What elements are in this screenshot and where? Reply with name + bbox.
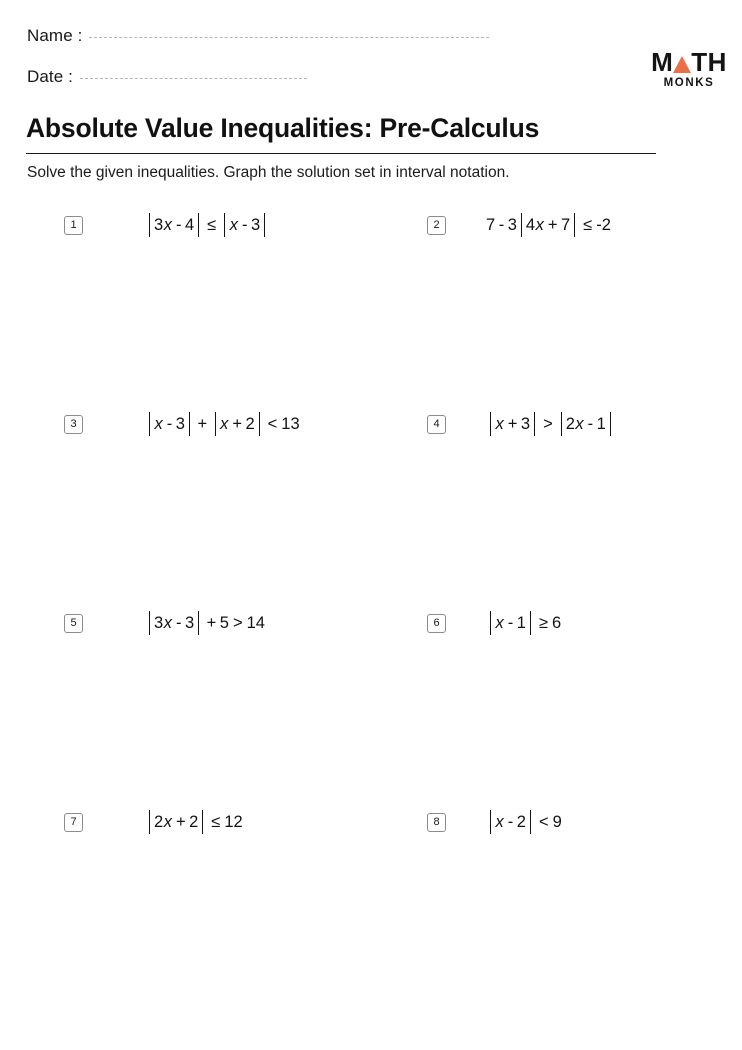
problem-number-badge: 1 [64,216,83,235]
problem-number-badge: 8 [427,813,446,832]
math-token: ≥ [538,613,548,632]
absolute-value-bar [149,611,150,635]
math-token: 3 [250,215,261,234]
problem-list [0,212,742,1008]
math-token: ≤ [207,215,217,234]
math-token: 5 [219,613,229,632]
math-token: + [197,414,208,433]
absolute-value-bar [215,412,216,436]
absolute-value-bar [530,611,531,635]
math-token: - [175,613,182,632]
absolute-value-bar [202,810,203,834]
math-token: + [547,215,558,234]
absolute-value-bar [534,412,535,436]
absolute-value-bar [264,213,265,237]
math-token: x [575,414,584,433]
math-token: - [507,613,514,632]
math-token: 9 [552,812,562,831]
math-token: - [166,414,173,433]
math-token: ≤ [211,812,221,831]
problem-8 [427,809,562,835]
math-token: 4 [184,215,195,234]
math-token: 1 [596,414,606,433]
absolute-value-bar [610,412,611,436]
problem-row [0,212,742,411]
math-token: 4 [525,215,536,234]
instructions-text: Solve the given inequalities. Graph the solution set in interval notation. [27,164,510,181]
answer-work-area[interactable] [64,441,364,601]
math-token: 3 [175,414,185,433]
math-token: -2 [596,215,611,234]
absolute-value-bar [149,412,150,436]
math-token: 12 [224,812,243,831]
problem-number-badge: 6 [427,614,446,633]
problem-row [0,809,742,1008]
math-token: - [175,215,182,234]
answer-work-area[interactable] [427,640,727,800]
math-token: 3 [154,613,164,632]
absolute-value-bar [574,213,575,237]
problem-5 [64,610,265,636]
date-field-row [27,67,307,87]
math-token: > [543,414,553,433]
math-token: + [507,414,518,433]
math-token: x [495,414,504,433]
answer-work-area[interactable] [64,640,364,800]
problem-7 [64,809,243,835]
math-token: x [154,414,163,433]
date-label: Date : [27,67,73,86]
name-field-row [27,26,489,46]
math-token: > [232,613,243,632]
math-token: 3 [154,215,164,234]
math-token: x [163,215,172,234]
absolute-value-bar [490,810,491,834]
math-token: x [163,613,172,632]
math-token: 3 [507,215,517,234]
math-token: 2 [516,812,526,831]
problem-expression [486,212,611,238]
absolute-value-bar [198,611,199,635]
problem-1 [64,212,269,238]
answer-work-area[interactable] [427,441,727,601]
math-token: 2 [245,414,255,433]
problem-number-badge: 3 [64,415,83,434]
math-token: 1 [516,613,526,632]
math-token: + [175,812,186,831]
math-token: - [587,414,594,433]
math-token: 13 [281,414,300,433]
problem-4 [427,411,615,437]
logo-wordmark [650,49,728,75]
absolute-value-bar [149,810,150,834]
math-token: x [229,215,238,234]
absolute-value-bar [149,213,150,237]
math-token: ≤ [583,215,593,234]
answer-work-area[interactable] [427,839,727,999]
problem-number-badge: 7 [64,813,83,832]
math-token: 2 [565,414,575,433]
problem-expression [486,809,562,835]
math-token: 3 [184,613,195,632]
problem-expression [486,610,561,636]
logo-text-before: M [651,47,674,77]
math-token: 7 [560,215,571,234]
absolute-value-bar [521,213,522,237]
math-token: x [495,613,504,632]
problem-3 [64,411,300,437]
answer-work-area[interactable] [64,242,364,402]
problem-row [0,411,742,610]
problem-expression [145,610,265,636]
absolute-value-bar [530,810,531,834]
title-divider [26,153,656,154]
date-input-line[interactable] [80,78,307,79]
math-token: < [267,414,278,433]
math-token: 3 [520,414,531,433]
answer-work-area[interactable] [427,242,727,402]
problem-expression [145,411,300,437]
name-label: Name : [27,26,83,45]
absolute-value-bar [490,611,491,635]
math-token: - [498,215,505,234]
problem-6 [427,610,561,636]
answer-work-area[interactable] [64,839,364,999]
problem-row [0,610,742,809]
page-title: Absolute Value Inequalities: Pre-Calculus [26,113,540,143]
name-input-line[interactable] [89,37,489,38]
math-token: + [206,613,217,632]
absolute-value-bar [259,412,260,436]
problem-expression [486,411,615,437]
triangle-icon [673,56,691,73]
logo-subtitle: MONKS [663,77,715,89]
math-token: 7 [486,215,496,234]
logo-text-after: TH [691,47,727,77]
problem-number-badge: 2 [427,216,446,235]
math-token: x [535,215,544,234]
math-token: + [232,414,242,433]
absolute-value-bar [198,213,199,237]
problem-expression [145,809,243,835]
math-token: - [241,215,248,234]
absolute-value-bar [224,213,225,237]
math-token: x [495,812,504,831]
math-token: - [507,812,514,831]
absolute-value-bar [561,412,562,436]
math-token: x [163,812,172,831]
math-token: x [220,414,229,433]
math-token: 2 [154,812,164,831]
math-token: 2 [189,812,199,831]
problem-number-badge: 4 [427,415,446,434]
math-token: < [538,812,549,831]
math-token: 6 [552,613,562,632]
math-token: 14 [246,613,265,632]
absolute-value-bar [490,412,491,436]
absolute-value-bar [189,412,190,436]
math-monks-logo [650,49,728,90]
problem-number-badge: 5 [64,614,83,633]
problem-expression [145,212,269,238]
problem-2 [427,212,611,238]
